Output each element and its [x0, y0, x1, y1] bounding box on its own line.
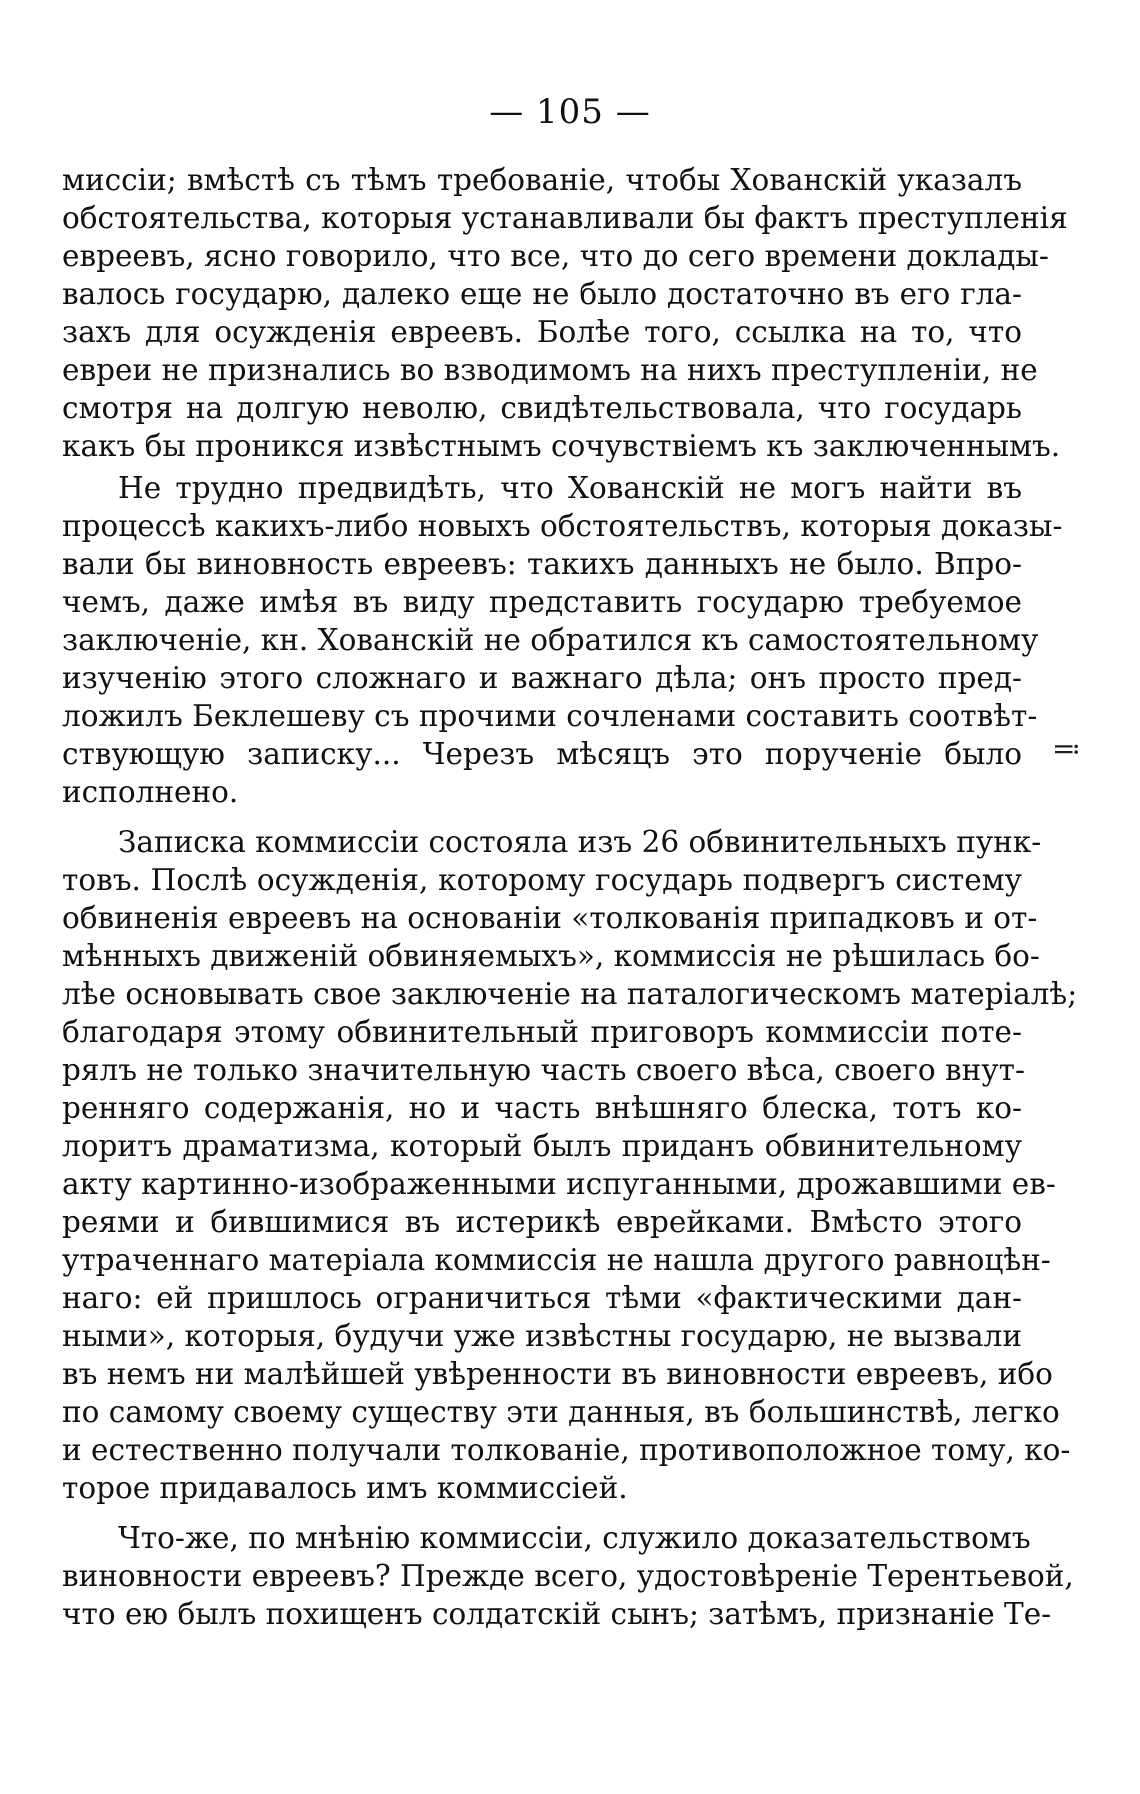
text-line: мѣнныхъ движеній обвиняемыхъ», коммиссія не рѣшилась бо-: [62, 939, 1040, 973]
text-line: благодаря этому обвинительный приговоръ коммиссіи поте-: [62, 1015, 1022, 1049]
text-line: Записка коммиссіи состояла изъ 26 обвинительныхъ пунк-: [118, 825, 1042, 859]
text-line: акту картинно-изображенными испуганными, дрожавшими ев-: [62, 1167, 1056, 1201]
text-line: виновности евреевъ? Прежде всего, удостовѣреніе Терентьевой,: [62, 1559, 1074, 1593]
text-line: утраченнаго матеріала коммиссія не нашла другого равноцѣн-: [62, 1243, 1051, 1277]
text-line: ными», которыя, будучи уже извѣстны государю, не вызвали: [62, 1319, 1023, 1353]
text-line: по самому своему существу эти данныя, въ большинствѣ, легко: [62, 1395, 1060, 1429]
text-line: обвиненія евреевъ на основаніи «толкованія припадковъ и от-: [62, 901, 1038, 935]
text-line: валось государю, далеко еще не было достаточно въ его гла-: [62, 277, 1022, 311]
text-line: евреи не признались во взводимомъ на нихъ преступленіи, не: [62, 353, 1038, 387]
text-line: миссіи; вмѣстѣ съ тѣмъ требованіе, чтобы Хованскій указалъ: [62, 163, 1022, 197]
text-line: евреевъ, ясно говорило, что все, что до сего времени доклады-: [62, 239, 1049, 273]
text-line: чемъ, даже имѣя въ виду представить государю требуемое: [62, 585, 1022, 619]
text-line: Что-же, по мнѣнію коммиссіи, служило доказательствомъ: [118, 1521, 1031, 1555]
text-line: наго: ей пришлось ограничиться тѣми «фактическими дан-: [62, 1281, 1022, 1315]
text-line: исполнено.: [62, 775, 239, 809]
text-line: лоритъ драматизма, который былъ приданъ обвинительному: [62, 1129, 1022, 1163]
text-line: обстоятельства, которыя устанавливали бы фактъ преступленія: [62, 201, 1068, 235]
text-line: заключеніе, кн. Хованскій не обратился къ самостоятельному: [62, 623, 1039, 657]
text-line: торое придавалось имъ коммиссіей.: [62, 1471, 628, 1505]
text-line: рялъ не только значительную часть своего вѣса, своего внут-: [62, 1053, 1025, 1087]
text-line: товъ. Послѣ осужденія, которому государь подвергъ систему: [62, 863, 1022, 897]
text-line: реями и бившимися въ истерикѣ еврейками. Вмѣсто этого: [62, 1205, 1022, 1239]
text-line: и естественно получали толкованіе, противоположное тому, ко-: [62, 1433, 1071, 1467]
text-line: ствующую записку... Черезъ мѣсяцъ это порученіе было: [62, 737, 1022, 771]
text-line: ренняго содержанія, но и часть внѣшняго блеска, тотъ ко-: [62, 1091, 1022, 1125]
text-line: процессѣ какихъ-либо новыхъ обстоятельствъ, которыя доказы-: [62, 509, 1063, 543]
page-number: — 105 —: [489, 92, 651, 132]
margin-mark: ≕: [1052, 732, 1081, 765]
text-line: изученію этого сложнаго и важнаго дѣла; онъ просто пред-: [62, 661, 1022, 695]
text-line: захъ для осужденія евреевъ. Болѣе того, ссылка на то, что: [62, 315, 1022, 349]
text-line: какъ бы проникся извѣстнымъ сочувствіемъ къ заключеннымъ.: [62, 429, 1061, 463]
text-line: что ею былъ похищенъ солдатскій сынъ; затѣмъ, признаніе Те-: [62, 1597, 1052, 1631]
text-line: вали бы виновность евреевъ: такихъ данныхъ не было. Впро-: [62, 547, 1022, 581]
text-line: ложилъ Беклешеву съ прочими сочленами составить соотвѣт-: [62, 699, 1038, 733]
text-line: лѣе основывать свое заключеніе на паталогическомъ матеріалѣ;: [62, 977, 1078, 1011]
text-line: смотря на долгую неволю, свидѣтельствовала, что государь: [62, 391, 1022, 425]
text-line: въ немъ ни малѣйшей увѣренности въ виновности евреевъ, ибо: [62, 1357, 1053, 1391]
text-line: Не трудно предвидѣть, что Хованскій не могъ найти въ: [118, 471, 1022, 505]
